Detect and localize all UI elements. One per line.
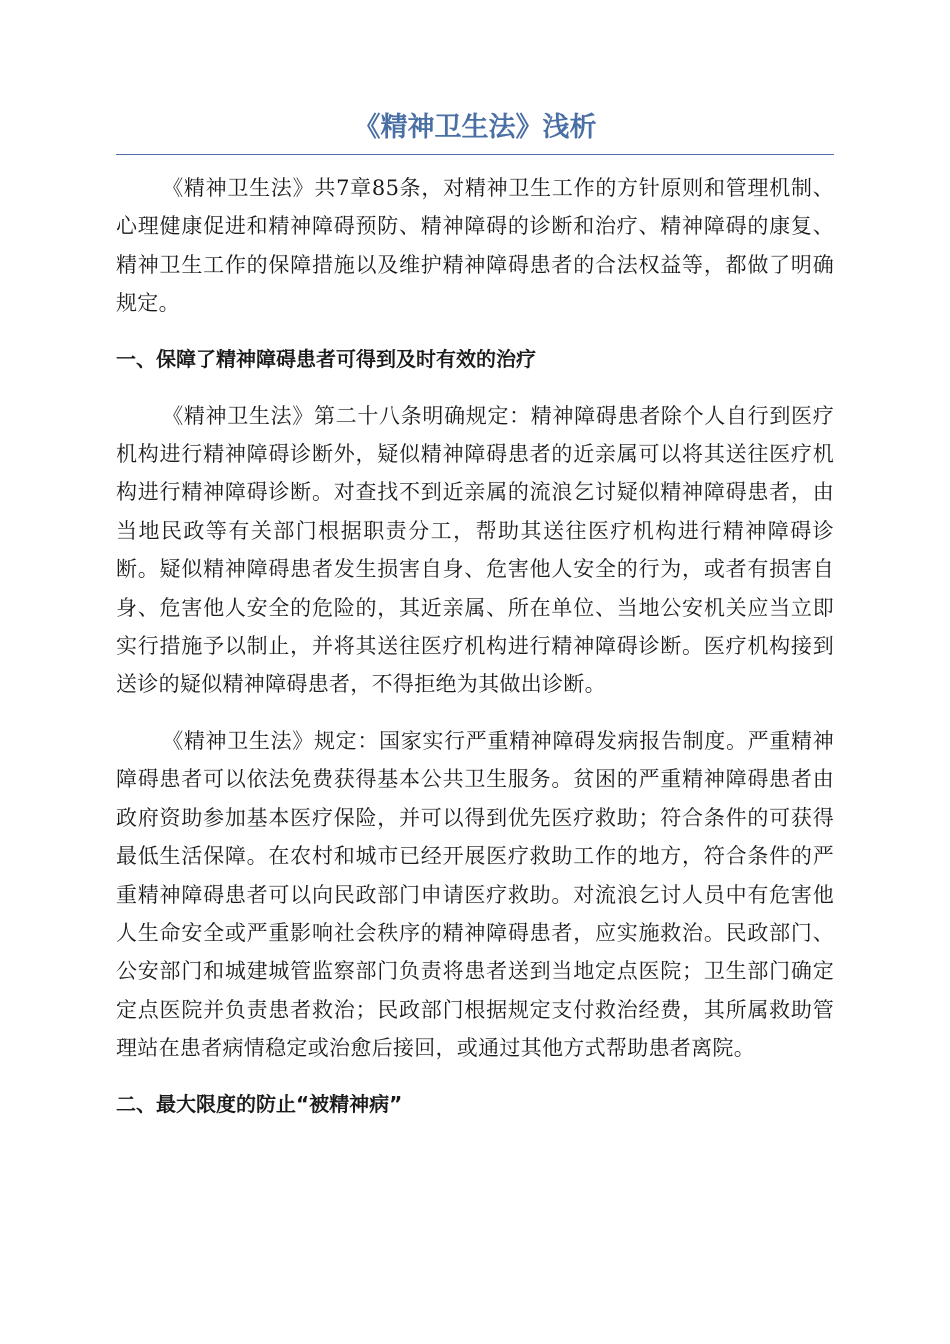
intro-paragraph: 《精神卫生法》共7章85条，对精神卫生工作的方针原则和管理机制、心理健康促进和精神障碍预防、精神障碍的诊断和治疗、精神障碍的康复、精神卫生工作的保障措施以及维护精神障碍患者的合法权益等，都做了明确规定。 xyxy=(116,176,834,316)
section1-paragraph-1: 《精神卫生法》第二十八条明确规定：精神障碍患者除个人自行到医疗机构进行精神障碍诊断外，疑似精神障碍患者的近亲属可以将其送往医疗机构进行精神障碍诊断。对查找不到近亲属的流浪乞讨疑似精神障碍患者，由当地民政等有关部门根据职责分工，帮助其送往医疗机构进行精神障碍诊断。疑似精神障碍患者发生损害自身、危害他人安全的行为，或者有损害自身、危害他人安全的危险的，其近亲属、所在单位、当地公安机关应当立即实行措施予以制止，并将其送往医疗机构进行精神障碍诊断。医疗机构接到送诊的疑似精神障碍患者，不得拒绝为其做出诊断。 xyxy=(116,403,834,697)
title-underline xyxy=(116,154,834,155)
document-body xyxy=(116,108,834,1142)
page-title: 《精神卫生法》浅析 xyxy=(353,112,597,143)
section-heading-2: 二、最大限度的防止“被精神病” xyxy=(116,1091,403,1116)
section-heading-1: 一、保障了精神障碍患者可得到及时有效的治疗 xyxy=(116,346,536,371)
section1-paragraph-2: 《精神卫生法》规定：国家实行严重精神障碍发病报告制度。严重精神障碍患者可以依法免费获得基本公共卫生服务。贫困的严重精神障碍患者由政府资助参加基本医疗保险，并可以得到优先医疗救助；符合条件的可获得最低生活保障。在农村和城市已经开展医疗救助工作的地方，符合条件的严重精神障碍患者可以向民政部门申请医疗救助。对流浪乞讨人员中有危害他人生命安全或严重影响社会秩序的精神障碍患者，应实施救治。民政部门、公安部门和城建城管监察部门负责将患者送到当地定点医院；卫生部门确定定点医院并负责患者救治；民政部门根据规定支付救治经费，其所属救助管理站在患者病情稳定或治愈后接回，或通过其他方式帮助患者离院。 xyxy=(116,728,834,1061)
